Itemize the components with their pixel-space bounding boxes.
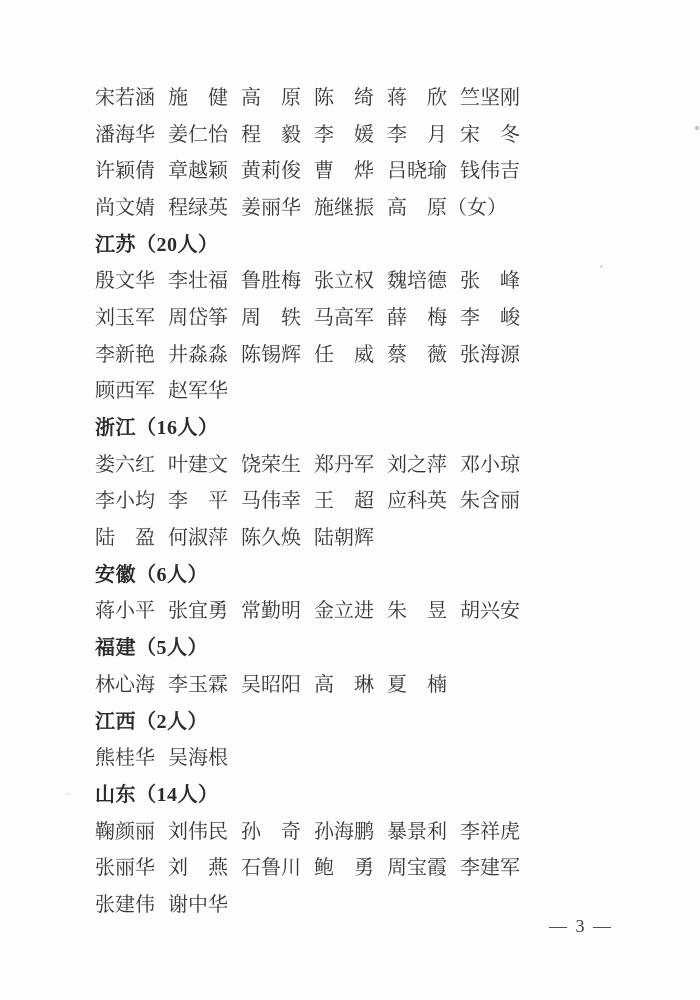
person-name: 蒋小平 (95, 600, 155, 623)
name-row (95, 481, 615, 518)
name-row (95, 114, 615, 151)
person-name: 应科英 (387, 490, 447, 513)
person-name: 陆 盈 (95, 527, 155, 550)
person-name: 李新艳 (95, 343, 155, 366)
person-name: 吴昭阳 (241, 673, 301, 696)
person-name: 蔡 薇 (387, 343, 447, 366)
name-row (95, 77, 615, 114)
person-name: 张宜勇 (168, 600, 228, 623)
person-name: 吴海根 (168, 747, 228, 770)
person-name: 周 轶 (241, 306, 301, 329)
name-row (95, 664, 615, 701)
person-name: 谢中华 (168, 893, 228, 916)
name-row (95, 847, 615, 884)
person-name: 高 原（女） (387, 196, 507, 219)
person-name: 任 威 (314, 343, 374, 366)
person-name: 高 原 (241, 86, 301, 109)
section-header-shandong: 山东（14人） (95, 783, 219, 806)
person-name: 胡兴安 (460, 600, 520, 623)
person-name: 李玉霖 (168, 673, 228, 696)
person-name: 施继振 (314, 196, 374, 219)
name-row (95, 517, 615, 554)
person-name: 宋若涵 (95, 86, 155, 109)
person-name: 潘海华 (95, 123, 155, 146)
section-header-zhejiang: 浙江（16人） (95, 417, 219, 440)
person-name: 刘之萍 (387, 453, 447, 476)
section-header-fujian: 福建（5人） (95, 637, 208, 660)
person-name: 熊桂华 (95, 747, 155, 770)
person-name: 姜丽华 (241, 196, 301, 219)
person-name: 刘伟民 (168, 820, 228, 843)
person-name: 李建军 (460, 857, 520, 880)
person-name: 李 月 (387, 123, 447, 146)
person-name: 朱含丽 (460, 490, 520, 513)
person-name: 张建伟 (95, 893, 155, 916)
person-name: 周宝霞 (387, 857, 447, 880)
name-row (95, 260, 615, 297)
person-name: 马伟幸 (241, 490, 301, 513)
person-name: 陆朝辉 (314, 527, 374, 550)
person-name: 陈久焕 (241, 527, 301, 550)
person-name: 鞠颜丽 (95, 820, 155, 843)
page-number (549, 916, 613, 937)
person-name: 李 媛 (314, 123, 374, 146)
person-name: 尚文婧 (95, 196, 155, 219)
person-name: 何淑萍 (168, 527, 228, 550)
name-row (95, 371, 615, 408)
person-name: 李 平 (168, 490, 228, 513)
person-name: 宋 冬 (460, 123, 520, 146)
person-name: 饶荣生 (241, 453, 301, 476)
section-header-jiangxi: 江西（2人） (95, 710, 208, 733)
person-name: 高 琳 (314, 673, 374, 696)
person-name: 邓小琼 (460, 453, 520, 476)
person-name: 陈锡辉 (241, 343, 301, 366)
person-name: 张 峰 (460, 270, 520, 293)
scan-artifact (66, 793, 69, 795)
person-name: 刘玉军 (95, 306, 155, 329)
name-row (95, 187, 615, 224)
name-row (95, 150, 615, 187)
person-name: 郑丹军 (314, 453, 374, 476)
person-name: 陈 绮 (314, 86, 374, 109)
person-name: 魏培德 (387, 270, 447, 293)
person-name: 李壮福 (168, 270, 228, 293)
scan-artifact (600, 265, 603, 268)
person-name: 暴景利 (387, 820, 447, 843)
name-row (95, 737, 615, 774)
person-name: 周岱筝 (168, 306, 228, 329)
person-name: 蒋 欣 (387, 86, 447, 109)
person-name: 钱伟吉 (460, 160, 520, 183)
person-name: 薛 梅 (387, 306, 447, 329)
person-name: 竺坚刚 (460, 86, 520, 109)
person-name: 娄六红 (95, 453, 155, 476)
person-name: 金立进 (314, 600, 374, 623)
person-name: 鲁胜梅 (241, 270, 301, 293)
person-name: 李小均 (95, 490, 155, 513)
name-row (95, 444, 615, 481)
person-name: 林心海 (95, 673, 155, 696)
person-name: 叶建文 (168, 453, 228, 476)
person-name: 吕晓瑜 (387, 160, 447, 183)
section-header-jiangsu: 江苏（20人） (95, 233, 219, 256)
person-name: 张立权 (314, 270, 374, 293)
person-name: 石鲁川 (241, 857, 301, 880)
person-name: 程 毅 (241, 123, 301, 146)
person-name: 张海源 (460, 343, 520, 366)
person-name: 施 健 (168, 86, 228, 109)
person-name: 井淼淼 (168, 343, 228, 366)
name-row (95, 811, 615, 848)
name-row (95, 297, 615, 334)
section-header-anhui: 安徽（6人） (95, 563, 208, 586)
person-name: 顾西军 (95, 380, 155, 403)
name-row (95, 334, 615, 371)
person-name: 许颖倩 (95, 160, 155, 183)
person-name: 马高军 (314, 306, 374, 329)
person-name: 常勤明 (241, 600, 301, 623)
person-name: 程绿英 (168, 196, 228, 219)
name-row (95, 884, 615, 921)
document-content (95, 77, 615, 921)
person-name: 黄莉俊 (241, 160, 301, 183)
person-name: 张丽华 (95, 857, 155, 880)
person-name: 章越颖 (168, 160, 228, 183)
person-name: 刘 燕 (168, 857, 228, 880)
person-name: 孙 奇 (241, 820, 301, 843)
name-row (95, 591, 615, 628)
person-name: 鲍 勇 (314, 857, 374, 880)
person-name: 殷文华 (95, 270, 155, 293)
person-name: 李祥虎 (460, 820, 520, 843)
person-name: 夏 楠 (387, 673, 447, 696)
person-name: 曹 烨 (314, 160, 374, 183)
person-name: 李 峻 (460, 306, 520, 329)
person-name: 孙海鹏 (314, 820, 374, 843)
person-name: 朱 昱 (387, 600, 447, 623)
person-name: 姜仁怡 (168, 123, 228, 146)
person-name: 王 超 (314, 490, 374, 513)
person-name: 赵军华 (168, 380, 228, 403)
scan-artifact (695, 126, 699, 130)
page-number-text: — 3 — (549, 916, 613, 936)
